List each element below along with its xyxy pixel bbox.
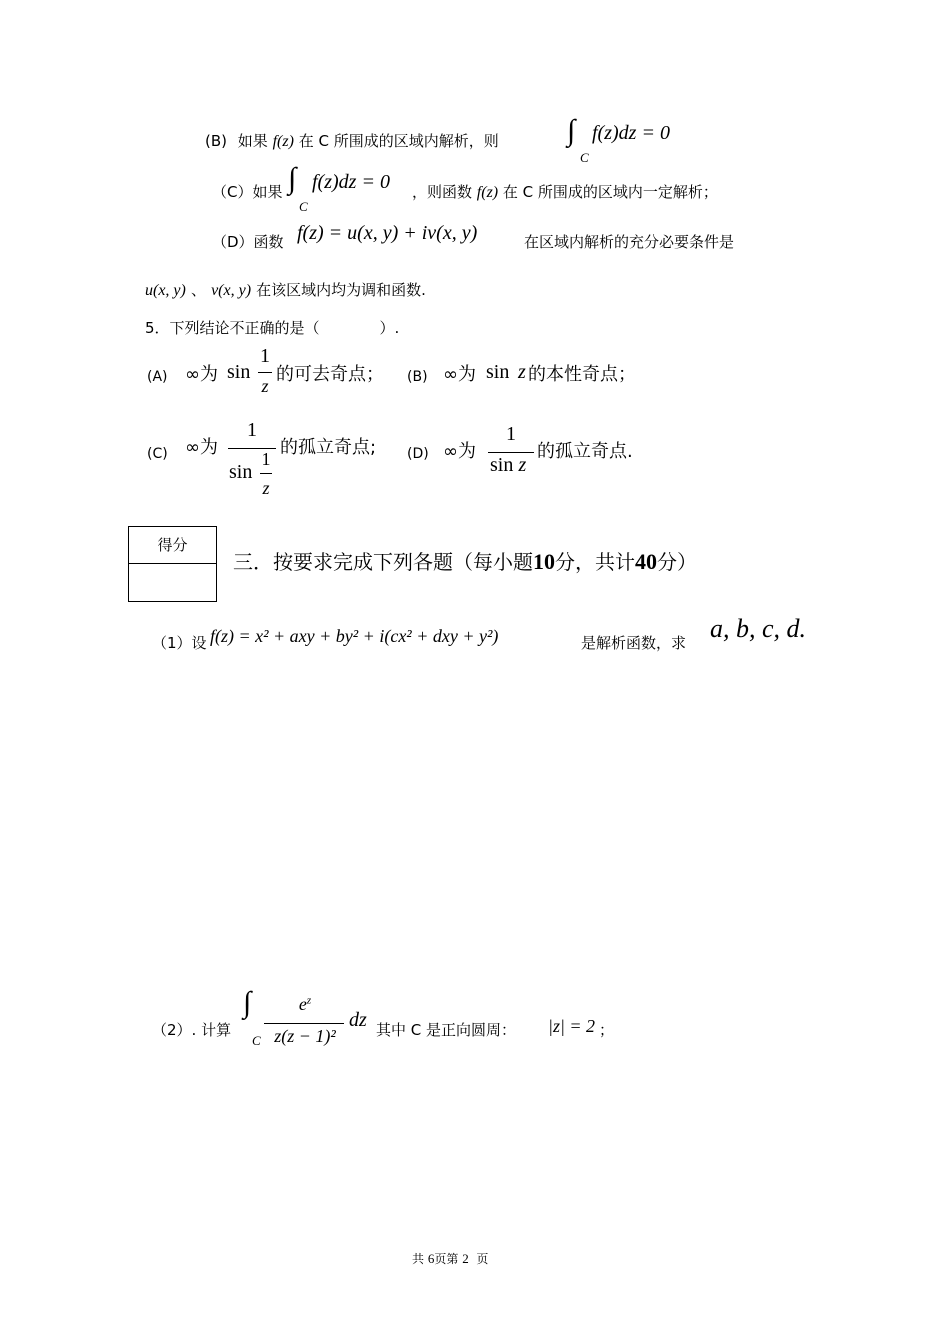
section3-suffix: 分） (657, 550, 697, 574)
footer-text-1: 共 (412, 1252, 425, 1266)
p2-text: 其中 C 是正向圆周： (376, 1021, 517, 1039)
q4-c-label: （C）如果 (212, 183, 283, 201)
q4-b-integral: f(z)dz = 0 (592, 122, 670, 144)
score-box-label-cell (128, 526, 217, 564)
q4-d-cont-text: 在该区域内均为调和函数. (256, 281, 426, 299)
q5-a-frac-bar (258, 372, 272, 373)
q5-b-label: (B) (407, 369, 428, 385)
q4-b-text-2: 在 C 所围成的区域内解析，则 (298, 132, 499, 150)
q5-b-inf: ∞为 (443, 364, 476, 385)
p1-vars: a, b, c, d. (710, 614, 807, 643)
section3-prefix: 三．按要求完成下列各题（每小题 (233, 550, 533, 574)
q5-d-text: 的孤立奇点. (537, 441, 633, 462)
q5-d-inf: ∞为 (443, 441, 476, 462)
p1-text: 是解析函数，求 (581, 634, 687, 652)
q5-a-den: z (261, 376, 269, 396)
q4-b-fz: f(z) (272, 133, 294, 150)
q5-a-inf: ∞为 (185, 364, 218, 385)
p2-num (264, 994, 346, 1015)
p2-integral-sub: C (252, 1033, 261, 1048)
section3-mid: 分，共计 (555, 550, 635, 574)
score-box-label: 得分 (157, 536, 188, 554)
footer-page: 2 (462, 1251, 469, 1266)
q5-c-label: (C) (147, 446, 168, 462)
p2-dz: dz (349, 1009, 367, 1031)
q4-c-fz: f(z) (476, 184, 499, 201)
q4-d-text: 在区域内解析的充分必要条件是 (524, 233, 735, 251)
q4-c-integral: f(z)dz = 0 (312, 171, 390, 193)
p1-label: （1）设 (152, 634, 207, 652)
q4-c-text-2: 在 C 所围成的区域内一定解析； (502, 183, 718, 201)
q4-b-text-1: 如果 (237, 132, 268, 150)
q5-b-sin: sin (486, 361, 510, 383)
p2-num-e: e (298, 994, 307, 1014)
footer-total-pages: 6 (427, 1251, 435, 1266)
section3-heading (233, 546, 697, 575)
q4-c-integral-sub: C (299, 199, 308, 214)
q5-d-den (490, 454, 526, 477)
p1-formula: f(z) = x² + axy + by² + i(cx² + dxy + y²) (210, 626, 499, 646)
q5-c-den-sin: sin (229, 461, 253, 483)
q4-d-u: u(x, y) (145, 282, 186, 299)
p2-label: （2）. 计算 (152, 1021, 232, 1039)
q4-d-sep: 、 (190, 281, 206, 299)
q5-a-text: 的可去奇点； (276, 364, 384, 385)
q4-d-v: v(x, y) (211, 282, 252, 299)
q4-c-integral-sign: ∫ (288, 162, 297, 195)
q4-d-formula: f(z) = u(x, y) + iv(x, y) (297, 222, 478, 244)
q5-c-den-num: 1 (261, 449, 271, 469)
q4-d-label: （D）函数 (212, 233, 284, 251)
p2-num-sup: z (306, 994, 312, 1007)
p2-den: z(z − 1)² (274, 1026, 336, 1046)
q5-d-den-z: z (518, 454, 527, 476)
p2-integral-sign: ∫ (243, 986, 252, 1019)
footer-text-3: 页 (476, 1252, 489, 1266)
q5-stem: 5．下列结论不正确的是（ ）. (145, 319, 400, 337)
q4-b-integral-sub: C (580, 150, 589, 165)
q5-c-inf: ∞为 (185, 437, 218, 458)
q5-a-label: (A) (147, 369, 168, 385)
section3-points-each: 10 (533, 549, 555, 574)
page-footer (412, 1250, 488, 1267)
q5-d-num: 1 (506, 423, 516, 445)
q4-d-continuation (145, 279, 426, 300)
q5-d-den-sin: sin (490, 454, 514, 476)
q4-b-integral-sign: ∫ (567, 114, 576, 147)
q5-c-den-bar (260, 473, 272, 474)
q5-a-num: 1 (260, 345, 270, 367)
score-box-value-cell (128, 563, 217, 602)
q5-c-den-den: z (262, 478, 270, 498)
q5-c-text: 的孤立奇点; (280, 437, 377, 458)
q4-b-label: (B) (205, 132, 227, 150)
q4-c-text-1: ，则函数 (412, 183, 473, 201)
q5-a-sin: sin (227, 361, 251, 383)
q5-d-label: (D) (407, 446, 429, 462)
q5-b-z: z (518, 361, 526, 383)
p2-cond: |z| = 2 (548, 1016, 596, 1036)
footer-text-2: 页第 (434, 1252, 459, 1266)
p2-frac-bar (264, 1023, 344, 1024)
q4-c-text (412, 181, 718, 202)
q5-c-num: 1 (247, 419, 257, 441)
q4-option-b (205, 130, 499, 151)
section3-total: 40 (635, 549, 657, 574)
p2-end: ； (599, 1021, 615, 1039)
q5-d-frac-bar (488, 452, 534, 453)
q5-b-text: 的本性奇点； (528, 364, 636, 385)
